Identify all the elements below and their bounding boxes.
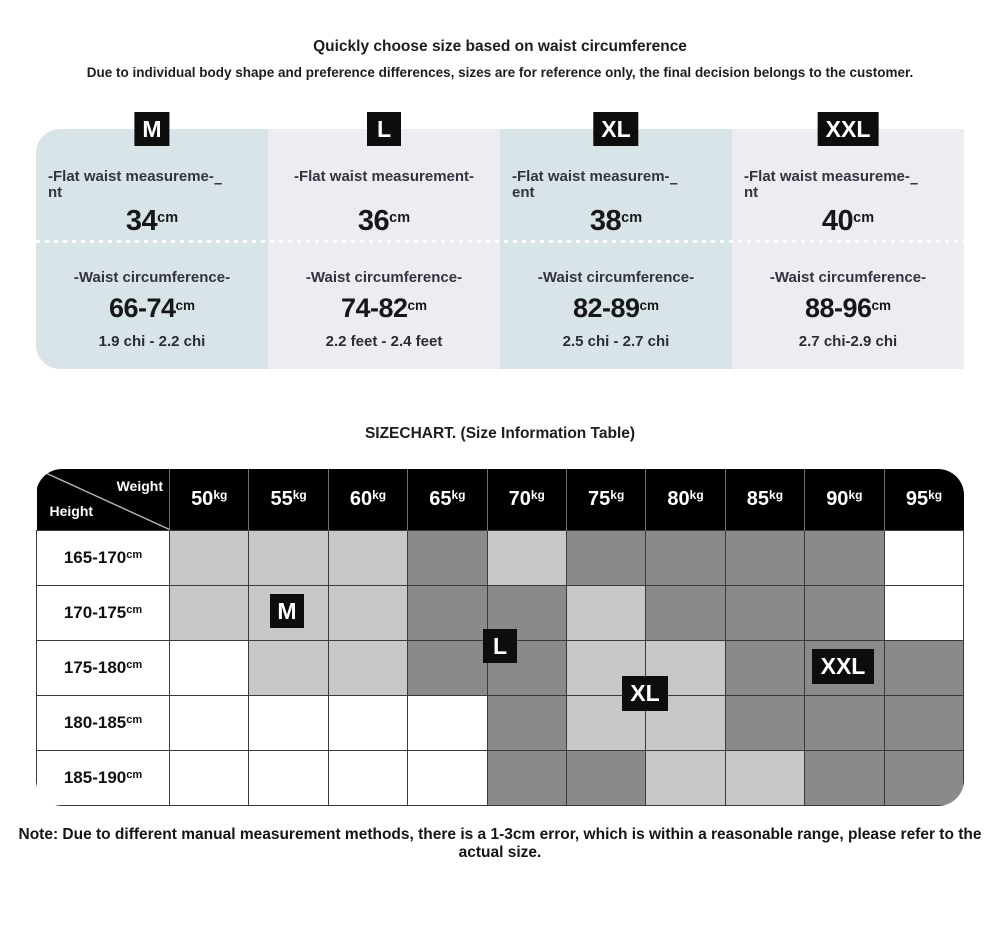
grid-cell-white xyxy=(249,695,328,750)
size-guide-page xyxy=(0,38,1000,862)
flat-waist-value xyxy=(48,205,256,238)
grid-cell-dark xyxy=(566,750,645,805)
sizechart-table-area xyxy=(36,469,964,806)
waist-chi-range: 2.2 feet - 2.4 feet xyxy=(325,333,443,351)
size-card-xxl xyxy=(732,115,964,369)
grid-cell-light xyxy=(328,530,407,585)
waist-circumference-label: -Waist circumference- xyxy=(769,269,927,287)
height-header-cell: $185-190^{cm}$ xyxy=(37,750,170,805)
table-row xyxy=(37,750,964,805)
weight-header-row xyxy=(37,469,964,530)
grid-cell-light xyxy=(328,640,407,695)
grid-cell-dark xyxy=(884,640,963,695)
grid-cell-light xyxy=(487,530,566,585)
flat-label-line1: -Flat waist measurement- xyxy=(293,168,475,186)
size-badge-xxl: XXL xyxy=(818,112,879,146)
grid-cell-light xyxy=(566,585,645,640)
size-badge-xl: XL xyxy=(593,112,638,146)
grid-cell-light xyxy=(725,750,804,805)
weight-header-cell: $55^{kg}$ xyxy=(249,469,328,530)
waist-unit: cm xyxy=(407,297,428,313)
flat-waist-unit: cm xyxy=(389,210,411,227)
table-size-badge-m: M xyxy=(270,594,304,628)
weight-header-cell: $70^{kg}$ xyxy=(487,469,566,530)
flat-waist-unit: cm xyxy=(853,210,875,227)
grid-cell-white xyxy=(884,530,963,585)
waist-chi-range: 2.5 chi - 2.7 chi xyxy=(562,333,670,351)
height-header-cell: $175-180^{cm}$ xyxy=(37,640,170,695)
weight-header-cell: $90^{kg}$ xyxy=(805,469,884,530)
grid-cell-light xyxy=(249,530,328,585)
waist-unit: cm xyxy=(639,297,660,313)
waist-circumference-label: -Waist circumference- xyxy=(73,269,231,287)
grid-cell-white xyxy=(170,695,249,750)
table-size-badge-xxl: XXL xyxy=(812,649,874,684)
grid-cell-dark xyxy=(646,585,725,640)
waist-circumference-value xyxy=(732,293,964,324)
corner-weight-label: Weight xyxy=(116,478,163,495)
waist-number: 66-74 xyxy=(108,293,176,324)
flat-waist-label xyxy=(280,169,488,201)
grid-cell-white xyxy=(408,750,487,805)
flat-label-dash: – xyxy=(909,175,919,193)
table-size-badge-l: L xyxy=(483,629,517,663)
waist-chi-range: 1.9 chi - 2.2 chi xyxy=(98,333,206,351)
table-row xyxy=(37,695,964,750)
grid-cell-light xyxy=(170,585,249,640)
flat-waist-number: 36 xyxy=(357,205,390,238)
height-header-cell: $165-170^{cm}$ xyxy=(37,530,170,585)
grid-cell-white xyxy=(170,640,249,695)
grid-cell-white xyxy=(884,585,963,640)
flat-waist-unit: cm xyxy=(621,210,643,227)
size-badge-m: M xyxy=(134,112,169,146)
waist-number: 74-82 xyxy=(340,293,408,324)
waist-unit: cm xyxy=(871,297,892,313)
flat-label-line2: nt xyxy=(48,184,63,202)
size-card-xl xyxy=(500,115,732,369)
waist-circumference-label: -Waist circumference- xyxy=(537,269,695,287)
corner-height-label: Height xyxy=(49,502,94,519)
flat-label-line2: nt xyxy=(744,184,759,202)
page-title: Quickly choose size based on waist circumference xyxy=(313,38,687,55)
size-card-l xyxy=(268,115,500,369)
weight-header-cell: $95^{kg}$ xyxy=(884,469,963,530)
grid-cell-dark xyxy=(805,530,884,585)
dotted-divider xyxy=(36,240,964,243)
waist-circumference-section xyxy=(268,241,500,369)
flat-waist-number: 40 xyxy=(821,205,854,238)
grid-cell-white xyxy=(328,750,407,805)
flat-waist-label xyxy=(744,169,952,201)
size-cards-panel xyxy=(36,115,964,369)
flat-waist-label xyxy=(512,169,720,201)
flat-label-dash: – xyxy=(213,175,223,193)
flat-waist-unit: cm xyxy=(157,210,179,227)
weight-header-cell: $75^{kg}$ xyxy=(566,469,645,530)
grid-cell-dark xyxy=(566,530,645,585)
table-size-badge-xl: XL xyxy=(622,676,668,711)
flat-label-line1: -Flat waist measurem- xyxy=(512,168,670,186)
flat-waist-value xyxy=(512,205,720,238)
waist-circumference-value xyxy=(268,293,500,324)
table-row xyxy=(37,530,964,585)
corner-cell xyxy=(37,469,170,530)
grid-cell-dark xyxy=(487,750,566,805)
grid-cell-dark xyxy=(884,750,963,805)
flat-label-dash: – xyxy=(669,175,678,193)
waist-circumference-section xyxy=(500,241,732,369)
grid-cell-dark xyxy=(805,750,884,805)
height-header-cell: $180-185^{cm}$ xyxy=(37,695,170,750)
grid-cell-dark xyxy=(805,695,884,750)
grid-cell-dark xyxy=(725,695,804,750)
size-card-m xyxy=(36,115,268,369)
weight-header-cell: $85^{kg}$ xyxy=(725,469,804,530)
grid-cell-white xyxy=(328,695,407,750)
grid-cell-dark xyxy=(408,530,487,585)
waist-circumference-value xyxy=(36,293,268,324)
grid-cell-light xyxy=(170,530,249,585)
page-subtitle: Due to individual body shape and preference differences, sizes are for reference only, the final decision belongs to the customer. xyxy=(86,65,914,80)
grid-cell-white xyxy=(170,750,249,805)
grid-cell-dark xyxy=(408,585,487,640)
waist-circumference-section xyxy=(732,241,964,369)
flat-label-line2: ent xyxy=(512,184,535,202)
grid-cell-white xyxy=(408,695,487,750)
weight-header-cell: $50^{kg}$ xyxy=(170,469,249,530)
grid-cell-dark xyxy=(805,585,884,640)
height-header-cell: $170-175^{cm}$ xyxy=(37,585,170,640)
waist-unit: cm xyxy=(175,297,196,313)
note-text: Note: Due to different manual measurement methods, there is a 1-3cm error, which is within a reasonable range, please refer to the actual size. xyxy=(18,825,982,861)
flat-waist-number: 34 xyxy=(125,205,158,238)
grid-cell-dark xyxy=(646,530,725,585)
weight-header-cell: $65^{kg}$ xyxy=(408,469,487,530)
waist-chi-range: 2.7 chi-2.9 chi xyxy=(798,333,898,351)
waist-circumference-section xyxy=(36,241,268,369)
grid-cell-dark xyxy=(408,640,487,695)
grid-cell-light xyxy=(249,640,328,695)
size-badge-l: L xyxy=(367,112,401,146)
grid-cell-dark xyxy=(487,695,566,750)
grid-cell-light xyxy=(646,750,725,805)
grid-cell-dark xyxy=(725,585,804,640)
grid-cell-dark xyxy=(725,640,804,695)
flat-waist-number: 38 xyxy=(589,205,622,238)
flat-waist-label xyxy=(48,169,256,201)
grid-cell-light xyxy=(328,585,407,640)
grid-cell-dark xyxy=(725,530,804,585)
weight-header-cell: $60^{kg}$ xyxy=(328,469,407,530)
grid-cell-white xyxy=(249,750,328,805)
waist-circumference-label: -Waist circumference- xyxy=(305,269,463,287)
waist-circumference-value xyxy=(500,293,732,324)
flat-label-line1: -Flat waist measureme- xyxy=(744,168,910,186)
grid-cell-dark xyxy=(884,695,963,750)
flat-waist-value xyxy=(280,205,488,238)
waist-number: 82-89 xyxy=(572,293,640,324)
waist-number: 88-96 xyxy=(804,293,872,324)
weight-header-cell: $80^{kg}$ xyxy=(646,469,725,530)
flat-label-line1: -Flat waist measureme- xyxy=(48,168,214,186)
flat-waist-value xyxy=(744,205,952,238)
sizechart-title: SIZECHART. (Size Information Table) xyxy=(364,425,636,443)
